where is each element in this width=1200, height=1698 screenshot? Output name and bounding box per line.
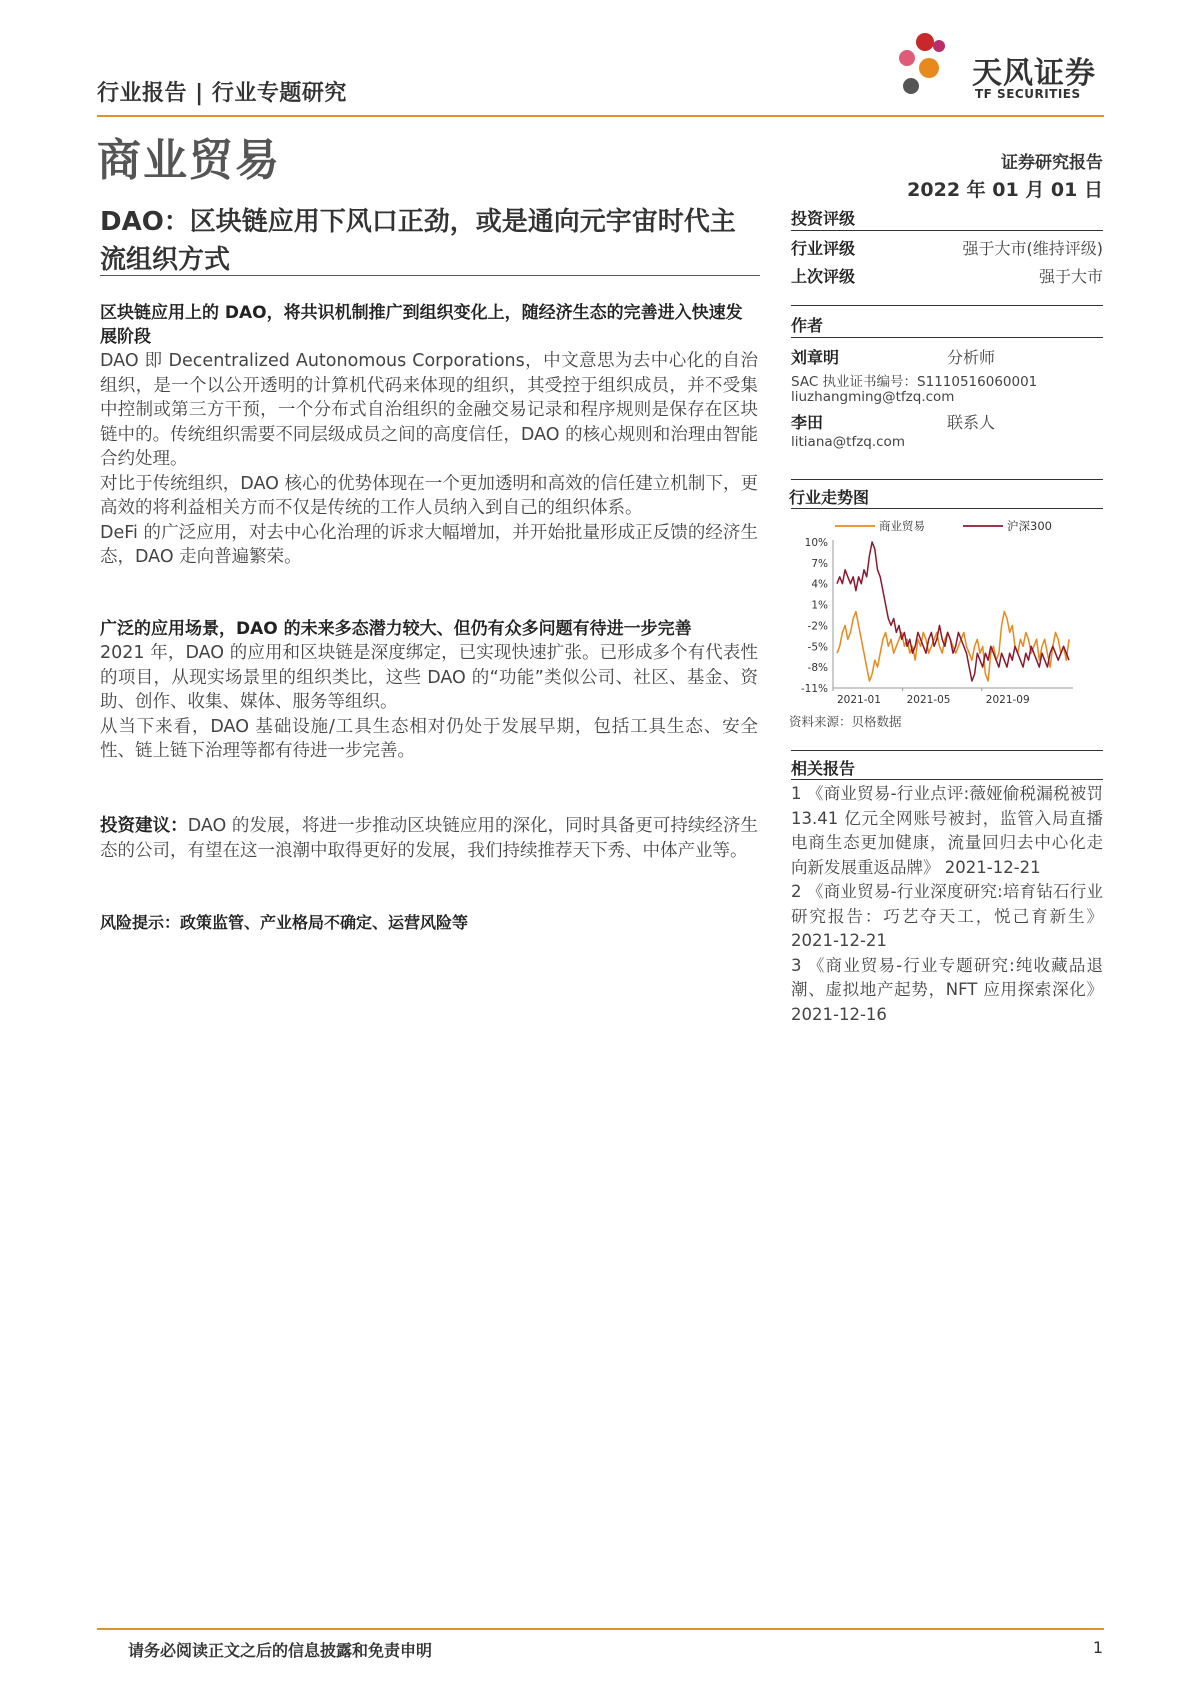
rating-label: 行业评级	[791, 239, 856, 258]
series-line	[837, 542, 1069, 681]
x-tick-label: 2021-05	[906, 694, 951, 706]
authors-title: 作者	[791, 316, 824, 335]
related-report-item[interactable]: 3 《商业贸易-行业专题研究:纯收藏品退潮、虚拟地产起势，NFT 应用探索深化》 2021-12-16	[791, 955, 1103, 1024]
section-1-paragraph: 对比于传统组织，DAO 核心的优势体现在一个更加透明和高效的信任建立机制下，更高效的将利益相关方而不仅是传统的工作人员纳入到自己的组织体系。	[100, 473, 758, 518]
rating-rule	[791, 230, 1103, 231]
investment-advice-text: DAO 的发展，将进一步推动区块链应用的深化，同时具备更可持续经济生态的公司，有望在这一浪潮中取得更好的发展，我们持续推荐天下秀、中体产业等。	[100, 816, 759, 861]
author-role: 联系人	[947, 413, 996, 432]
chart-source: 资料来源：贝格数据	[789, 714, 902, 729]
rating-value: 强于大市(维持评级)	[962, 239, 1103, 258]
y-tick-label: 7%	[811, 557, 828, 570]
headline-rule	[100, 275, 760, 276]
rating-title: 投资评级	[791, 209, 856, 228]
section-1	[100, 301, 758, 570]
industry-trend-chart	[789, 510, 1103, 708]
section-1-title: 区块链应用上的 DAO，将共识机制推广到组织变化上，随经济生态的完善进入快速发展阶段	[100, 303, 743, 347]
related-title: 相关报告	[791, 759, 856, 778]
series-line	[837, 612, 1069, 682]
header-rule	[97, 115, 1104, 117]
investment-advice-label: 投资建议：	[100, 816, 188, 836]
section-1-paragraph: DAO 即 Decentralized Autonomous Corporations，中文意思为去中心化的自治组织，是一个以公开透明的计算机代码来体现的组织，其受控于组织成员，并不受集中控制或第三方干预，一个分布式自治组织的金融交易记录和程序规则是保存在区块链中的。传统组织需要不同层级成员之间的高度信任，DAO 的核心规则和治理由智能合约处理。	[100, 351, 758, 469]
y-tick-label: -2%	[807, 620, 828, 633]
chart-rule	[791, 508, 1103, 509]
brand-name-en: TF SECURITIES	[975, 87, 1081, 101]
y-tick-label: -8%	[807, 662, 828, 675]
y-tick-label: -5%	[807, 641, 828, 654]
industry-title: 商业贸易	[97, 135, 281, 186]
author-1	[791, 345, 1103, 367]
headline: DAO：区块链应用下风口正劲，或是通向元宇宙时代主流组织方式	[100, 207, 736, 275]
risk-warning: 风险提示：政策监管、产业格局不确定、运营风险等	[100, 913, 469, 932]
y-tick-label: 4%	[811, 578, 828, 591]
report-type: 证券研究报告	[1001, 153, 1103, 173]
section-2-body	[100, 641, 758, 764]
author-role: 分析师	[947, 348, 996, 367]
section-2	[100, 617, 758, 764]
investment-advice	[100, 814, 758, 863]
chart-top-rule	[791, 479, 1103, 480]
authors-rule	[791, 337, 1103, 338]
x-tick-label: 2021-09	[985, 694, 1030, 706]
y-tick-label: -11%	[800, 683, 828, 695]
logo-petal-purple	[933, 40, 945, 52]
section-1-body	[100, 349, 758, 570]
legend-label: 沪深300	[1007, 519, 1052, 533]
logo-petal-orange	[919, 58, 939, 78]
author-1-cert: SAC 执业证书编号：S1110516060001	[791, 374, 1038, 390]
related-top-rule	[791, 750, 1103, 751]
x-tick-label: 2021-01	[837, 694, 881, 706]
related-report-item[interactable]: 2 《商业贸易-行业深度研究:培育钻石行业研究报告：巧艺夺天工，悦己育新生》 2021-12-21	[791, 882, 1103, 950]
brand-name-cn: 天风证券	[972, 56, 1096, 91]
page-number: 1	[1092, 1638, 1103, 1657]
author-2-email[interactable]: litiana@tfzq.com	[791, 434, 905, 450]
rating-value: 强于大市	[1038, 267, 1103, 286]
logo-petal-red	[916, 33, 934, 51]
legend-label: 商业贸易	[879, 519, 925, 533]
rating-row-previous	[791, 264, 1103, 286]
report-category: 行业报告 | 行业专题研究	[97, 81, 347, 106]
author-2	[791, 410, 1103, 432]
section-1-paragraph: DeFi 的广泛应用，对去中心化治理的诉求大幅增加，并开始批量形成正反馈的经济生态，DAO 走向普遍繁荣。	[100, 522, 758, 567]
section-2-paragraph: 2021 年，DAO 的应用和区块链是深度绑定，已实现快速扩张。已形成多个有代表性的项目，从现实场景里的组织类比，这些 DAO 的“功能”类似公司、社区、基金、资助、创作、收集、媒体、服务等组织。	[100, 643, 758, 712]
footer-disclaimer: 请务必阅读正文之后的信息披露和免责申明	[128, 1641, 433, 1660]
y-tick-label: 10%	[804, 537, 828, 549]
rating-label: 上次评级	[791, 267, 856, 286]
author-name: 刘章明	[791, 348, 840, 367]
logo-petal-gray	[903, 78, 919, 94]
rating-row-industry	[791, 236, 1103, 258]
related-reports	[791, 782, 1103, 1027]
author-1-email[interactable]: liuzhangming@tfzq.com	[791, 389, 955, 405]
footer-rule	[97, 1628, 1104, 1630]
related-rule	[791, 779, 1103, 780]
author-name: 李田	[791, 413, 824, 432]
report-date: 2022 年 01 月 01 日	[907, 179, 1103, 201]
authors-top-rule	[791, 305, 1103, 306]
section-2-title: 广泛的应用场景，DAO 的未来多态潜力较大、但仍有众多问题有待进一步完善	[100, 619, 692, 639]
chart-title: 行业走势图	[789, 488, 870, 507]
y-tick-label: 1%	[811, 599, 828, 612]
logo-petal-pink	[899, 50, 915, 66]
section-2-paragraph: 从当下来看，DAO 基础设施/工具生态相对仍处于发展早期，包括工具生态、安全性、链上链下治理等都有待进一步完善。	[100, 716, 758, 761]
related-report-item[interactable]: 1 《商业贸易-行业点评:薇娅偷税漏税被罚 13.41 亿元全网账号被封，监管入局直播电商生态更加健康，流量回归去中心化走向新发展重返品牌》 2021-12-21	[791, 784, 1103, 877]
